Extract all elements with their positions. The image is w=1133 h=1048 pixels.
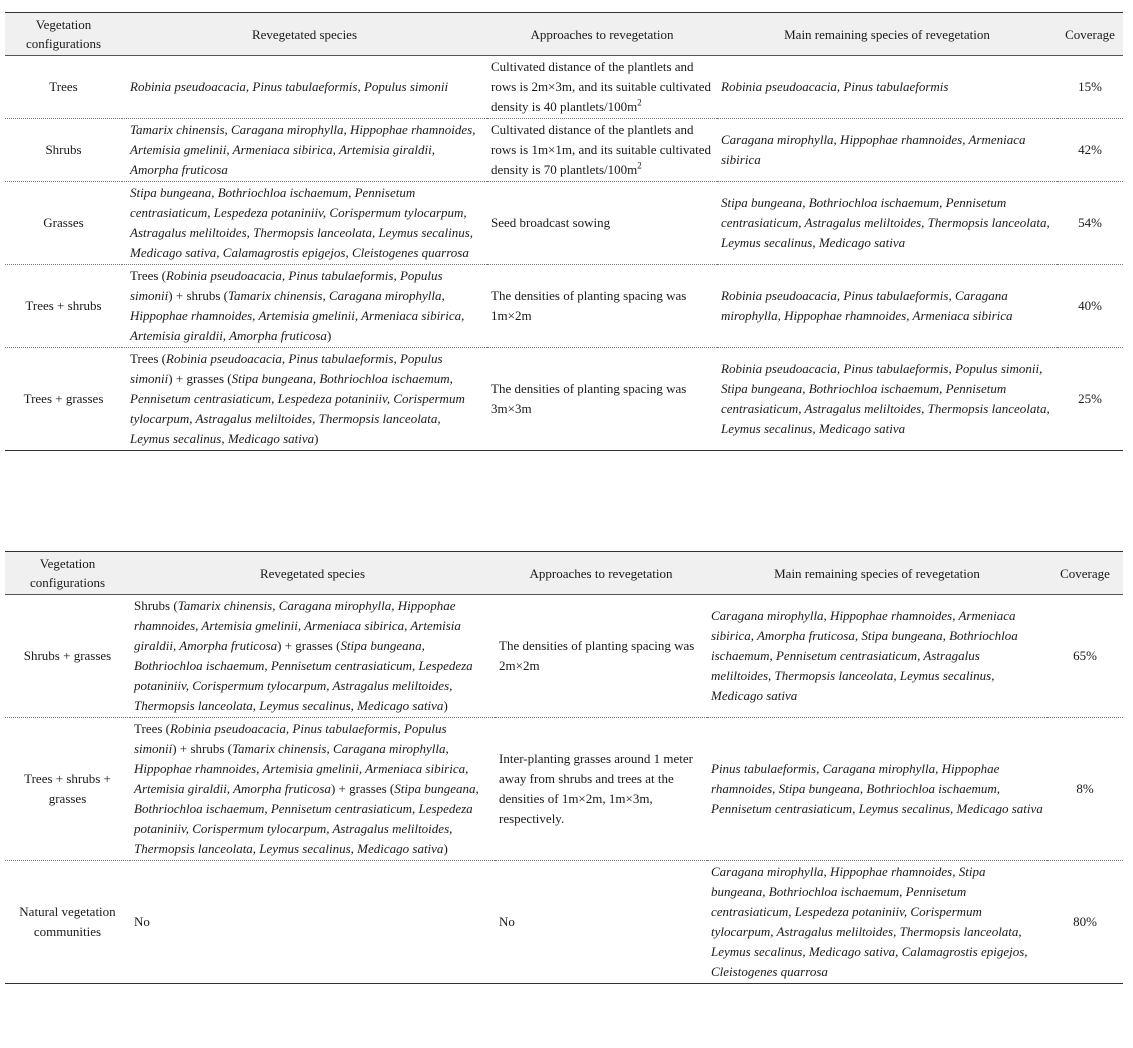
cell-revegetated-species <box>130 595 495 718</box>
plain-text: ) <box>443 698 448 713</box>
cell-main-remaining-species <box>717 348 1057 451</box>
table-body <box>5 595 1123 984</box>
cell-coverage: 80% <box>1073 914 1097 929</box>
cell-coverage: 15% <box>1057 56 1123 119</box>
table-row <box>5 56 1123 119</box>
cell-revegetated-species <box>122 182 487 265</box>
cell-revegetated-species <box>130 861 495 984</box>
species-name-text: Robinia pseudoacacia, Pinus tabulaeformis, Populus simonii, Stipa bungeana, Bothriochloa ischaemum, Pennisetum centrasiaticum, Astragalus meliltoides, Thermopsis lanceolata, Leymus secalinus, Medicago sativa <box>721 361 1050 436</box>
plain-text: No <box>134 914 150 929</box>
cell-approach <box>487 182 717 265</box>
species-name-text: Robinia pseudoacacia, Pinus tabulaeformis, Populus simonii <box>130 79 449 94</box>
species-name-text: Robinia pseudoacacia, Pinus tabulaeformis, Caragana mirophylla, Hippophae rhamnoides, Armeniaca sibirica <box>721 288 1013 323</box>
plain-text: Trees ( <box>134 721 170 736</box>
header-approaches: Approaches to revegetation <box>495 552 707 595</box>
cell-approach <box>495 718 707 861</box>
plain-text: Trees ( <box>130 351 166 366</box>
vegetation-table-part-2 <box>5 551 1123 984</box>
table-row <box>5 265 1123 348</box>
table-row <box>5 119 1123 182</box>
header-main-remaining-species: Main remaining species of revegetation <box>717 13 1057 56</box>
plain-text: ) <box>326 328 332 343</box>
species-name-text: Robinia pseudoacacia, Pinus tabulaeformis, Populus simonii <box>130 351 443 386</box>
species-name-text: Tamarix chinensis, Caragana mirophylla, Hippophae rhamnoides, Artemisia gmelinii, Armeniaca sibirica, Artemisia giraldii, Amorpha fruticosa <box>130 122 476 177</box>
cell-approach <box>487 119 717 182</box>
plain-text: ) + grasses ( <box>330 781 395 796</box>
plain-text: Shrubs ( <box>134 598 178 613</box>
species-name-text: Stipa bungeana, Bothriochloa ischaemum, Pennisetum centrasiaticum, Astragalus meliltoides, Thermopsis lanceolata, Leymus secalinus, Medicago sativa <box>721 195 1050 250</box>
plain-text: Trees ( <box>130 268 166 283</box>
cell-coverage: 8% <box>1047 718 1123 861</box>
cell-configuration: Grasses <box>5 182 122 265</box>
cell-main-remaining-species <box>717 119 1057 182</box>
plain-text: No <box>499 914 515 929</box>
table-row <box>5 348 1123 451</box>
species-name-text: Tamarix chinensis, Caragana mirophylla, Hippophae rhamnoides, Artemisia gmelinii, Armeniaca sibirica, Artemisia giraldii, Amorpha fruticosa <box>134 741 469 796</box>
cell-coverage: 54% <box>1057 182 1123 265</box>
cell-configuration: Trees <box>5 56 122 119</box>
cell-approach <box>495 595 707 718</box>
plain-text: ) + grasses ( <box>168 371 232 386</box>
plain-text: The densities of planting spacing was 1m×2m <box>491 288 687 323</box>
table-body <box>5 56 1123 451</box>
cell-revegetated-species <box>130 718 495 861</box>
cell-main-remaining-species <box>717 56 1057 119</box>
cell-approach <box>487 56 717 119</box>
plain-text: ) <box>314 431 319 446</box>
cell-approach <box>487 348 717 451</box>
cell-approach <box>487 265 717 348</box>
cell-revegetated-species <box>122 348 487 451</box>
plain-text: The densities of planting spacing was 2m×2m <box>499 638 695 673</box>
table-row <box>5 861 1123 984</box>
species-name-text: Robinia pseudoacacia, Pinus tabulaeformis, Populus simonii <box>134 721 447 756</box>
cell-configuration: Trees + grasses <box>23 391 104 406</box>
cell-approach <box>495 861 707 984</box>
cell-revegetated-species <box>122 119 487 182</box>
table-row <box>5 718 1123 861</box>
plain-text: Cultivated distance of the plantlets and rows is 1m×1m, and its suitable cultivated density is 70 plantlets/100m <box>491 122 711 177</box>
cell-coverage: 40% <box>1057 265 1123 348</box>
table-row <box>5 595 1123 718</box>
species-name-text: Robinia pseudoacacia, Pinus tabulaeformis, Populus simonii <box>130 268 443 303</box>
cell-configuration: Trees + shrubs <box>5 265 122 348</box>
species-name-text: Stipa bungeana, Bothriochloa ischaemum, Pennisetum centrasiaticum, Lespedeza potaniniiv, Corispermum tylocarpum, Astragalus meliltoides, Thermopsis lanceolata, Leymus secalinus, Medicago sativa, Calamagrostis epigejos, Cleistogenes quarrosa <box>130 185 474 260</box>
cell-configuration: Trees + shrubs + grasses <box>5 718 130 861</box>
plain-text: ) + grasses ( <box>277 638 341 653</box>
species-name-text: Stipa bungeana, Bothriochloa ischaemum, Pennisetum centrasiaticum, Lespedeza potaniniiv, Corispermum tylocarpum, Astragalus meliltoides, Thermopsis lanceolata, Leymus secalinus, Medicago sativa <box>134 638 473 713</box>
table-header-row <box>5 552 1123 595</box>
header-coverage: Coverage <box>1057 13 1123 56</box>
plain-text: 2 <box>637 97 642 108</box>
plain-text: 2 <box>637 160 642 171</box>
header-vegetation-configurations: Vegetation configurations <box>5 552 130 595</box>
header-approaches: Approaches to revegetation <box>487 13 717 56</box>
cell-main-remaining-species <box>707 595 1047 718</box>
cell-main-remaining-species <box>717 265 1057 348</box>
species-name-text: Caragana mirophylla, Hippophae rhamnoides, Armeniaca sibirica, Amorpha fruticosa, Stipa bungeana, Bothriochloa ischaemum, Pennisetum centrasiaticum, Astragalus meliltoides, Thermopsis lanceolata, Leymus secalinus, Medicago sativa <box>711 608 1018 703</box>
plain-text: Seed broadcast sowing <box>491 215 611 230</box>
header-revegetated-species: Revegetated species <box>122 13 487 56</box>
cell-coverage: 42% <box>1057 119 1123 182</box>
header-main-remaining-species: Main remaining species of revegetation <box>707 552 1047 595</box>
header-revegetated-species: Revegetated species <box>130 552 495 595</box>
species-name-text: Stipa bungeana, Bothriochloa ischaemum, Pennisetum centrasiaticum, Lespedeza potaniniiv, Corispermum tylocarpum, Astragalus meliltoides, Thermopsis lanceolata, Leymus secalinus, Medicago sativa <box>134 781 479 856</box>
cell-configuration: Shrubs <box>5 119 122 182</box>
table-header-row <box>5 13 1123 56</box>
cell-revegetated-species <box>122 56 487 119</box>
plain-text: ) <box>443 841 448 856</box>
plain-text: ) + shrubs ( <box>168 288 228 303</box>
table-row <box>5 182 1123 265</box>
species-name-text: Tamarix chinensis, Caragana mirophylla, Hippophae rhamnoides, Artemisia gmelinii, Armeniaca sibirica, Artemisia giraldii, Amorpha fruticosa <box>134 598 461 653</box>
species-name-text: Robinia pseudoacacia, Pinus tabulaeformis <box>721 79 949 94</box>
header-vegetation-configurations: Vegetation configurations <box>5 13 122 56</box>
cell-revegetated-species <box>122 265 487 348</box>
plain-text: The densities of planting spacing was 3m×3m <box>491 381 687 416</box>
cell-coverage: 25% <box>1078 391 1102 406</box>
plain-text: Inter-planting grasses around 1 meter away from shrubs and trees at the densities of 1m×2m, 1m×3m, respectively. <box>499 751 693 826</box>
cell-configuration: Natural vegetation communities <box>19 904 116 939</box>
plain-text: Cultivated distance of the plantlets and rows is 2m×3m, and its suitable cultivated density is 40 plantlets/100m <box>491 59 711 114</box>
vegetation-table-part-1 <box>5 12 1123 451</box>
species-name-text: Stipa bungeana, Bothriochloa ischaemum, Pennisetum centrasiaticum, Lespedeza potaniniiv, Corispermum tylocarpum, Astragalus meliltoides, Thermopsis lanceolata, Leymus secalinus, Medicago sativa <box>130 371 465 446</box>
plain-text: ) + shrubs ( <box>172 741 232 756</box>
species-name-text: Pinus tabulaeformis, Caragana mirophylla, Hippophae rhamnoides, Stipa bungeana, Bothriochloa ischaemum, Pennisetum centrasiaticum, Leymus secalinus, Medicago sativa <box>711 761 1043 816</box>
cell-main-remaining-species <box>707 718 1047 861</box>
cell-coverage: 65% <box>1047 595 1123 718</box>
cell-main-remaining-species <box>707 861 1047 984</box>
cell-configuration: Shrubs + grasses <box>5 595 130 718</box>
species-name-text: Caragana mirophylla, Hippophae rhamnoides, Stipa bungeana, Bothriochloa ischaemum, Pennisetum centrasiaticum, Lespedeza potaniniiv, Corispermum tylocarpum, Astragalus meliltoides, Thermopsis lanceolata, Leymus secalinus, Medicago sativa, Calamagrostis epigejos, Cleistogenes quarrosa <box>711 864 1028 979</box>
species-name-text: Tamarix chinensis, Caragana mirophylla, Hippophae rhamnoides, Artemisia gmelinii, Armeniaca sibirica, Artemisia giraldii, Amorpha fruticosa <box>130 288 465 343</box>
header-coverage: Coverage <box>1047 552 1123 595</box>
species-name-text: Caragana mirophylla, Hippophae rhamnoides, Armeniaca sibirica <box>721 132 1026 167</box>
cell-main-remaining-species <box>717 182 1057 265</box>
